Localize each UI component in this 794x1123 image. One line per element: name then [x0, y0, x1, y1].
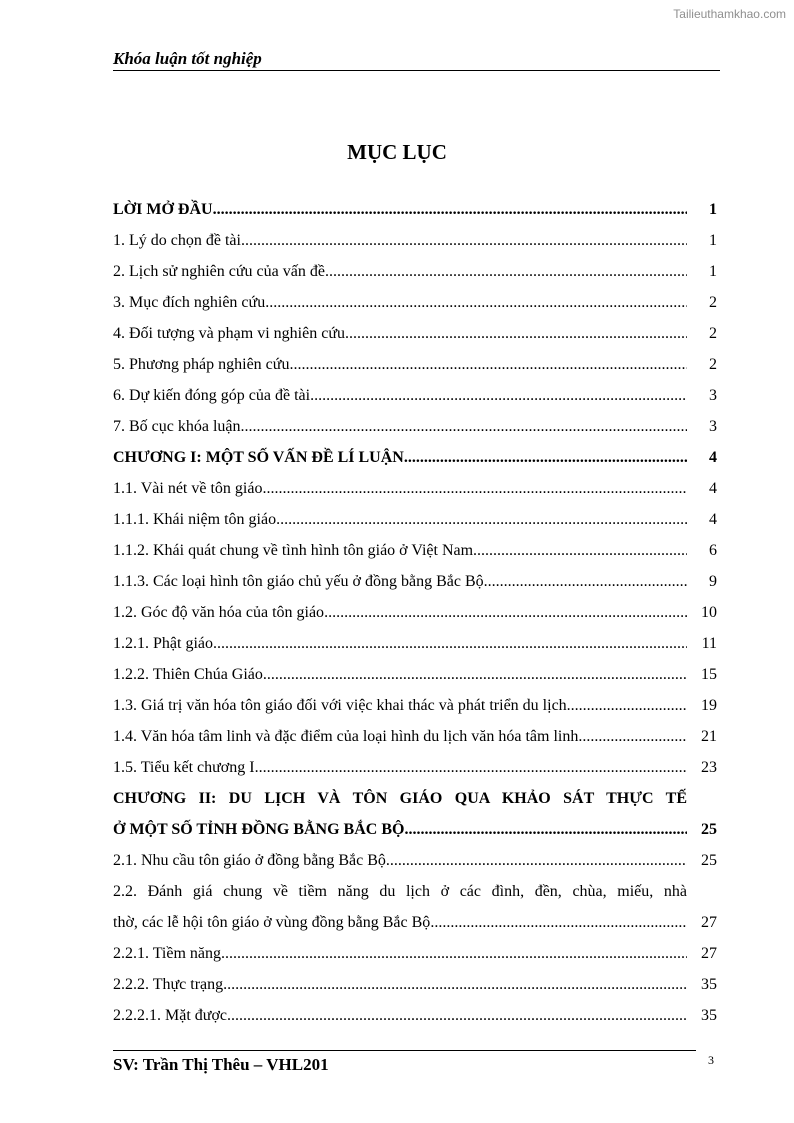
toc-entry-page: 2 [709, 294, 717, 311]
toc-entry-label: 1.1.3. Các loại hình tôn giáo chủ yếu ở đồng bằng Bắc Bộ [113, 573, 484, 590]
toc-entry-label: 1.1. Vài nét về tôn giáo [113, 480, 263, 497]
toc-entry[interactable] [113, 442, 723, 473]
toc-entry-page: 25 [701, 821, 717, 838]
toc-entry-page: 9 [709, 573, 717, 590]
toc-entry[interactable] [113, 628, 723, 659]
toc-entry[interactable] [113, 380, 723, 411]
toc-entry-page: 25 [701, 852, 717, 869]
toc-entry-page: 35 [701, 1007, 717, 1024]
toc-entry[interactable] [113, 318, 723, 349]
toc-dot-leader [324, 597, 687, 628]
toc-entry[interactable] [113, 597, 723, 628]
toc-entry-label: 3. Mục đích nghiên cứu [113, 294, 266, 311]
toc-entry-label: CHƯƠNG I: MỘT SỐ VẤN ĐỀ LÍ LUẬN [113, 449, 404, 466]
footer-divider [113, 1050, 696, 1051]
toc-entry-page: 21 [701, 728, 717, 745]
toc-entry[interactable] [113, 845, 723, 876]
toc-dot-leader [262, 473, 687, 504]
toc-entry-label: 1.2. Góc độ văn hóa của tôn giáo [113, 604, 325, 621]
toc-entry-label: 1.2.1. Phật giáo [113, 635, 213, 652]
toc-dot-leader [263, 659, 687, 690]
toc-entry-label: 1. Lý do chọn đề tài [113, 232, 241, 249]
toc-entry[interactable] [113, 256, 723, 287]
toc-entry[interactable] [113, 535, 723, 566]
toc-dot-leader [325, 256, 687, 287]
toc-dot-leader [255, 752, 687, 783]
toc-entry-page: 3 [709, 387, 717, 404]
toc-entry-label: 1.3. Giá trị văn hóa tôn giáo đối với việc khai thác và phát triển du lịch [113, 697, 567, 714]
toc-dot-leader [241, 411, 687, 442]
toc-title: MỤC LỤC [347, 140, 447, 164]
toc-entry[interactable] [113, 225, 723, 256]
page-header [113, 49, 720, 71]
toc-entry-label: 2.2.2. Thực trạng [113, 976, 224, 993]
toc-entry-label: 4. Đối tượng và phạm vi nghiên cứu [113, 325, 345, 342]
toc-entry[interactable] [113, 194, 723, 225]
toc-entry-label: Ở MỘT SỐ TỈNH ĐỒNG BẰNG BẮC BỘ [113, 821, 405, 838]
toc-entry[interactable] [113, 938, 723, 969]
toc-entry-page: 2 [709, 325, 717, 342]
toc-entry[interactable] [113, 659, 723, 690]
toc-dot-leader [276, 504, 687, 535]
toc-entry[interactable] [113, 752, 723, 783]
toc-entry-label: 1.2.2. Thiên Chúa Giáo [113, 666, 263, 683]
toc-entry[interactable] [113, 721, 723, 752]
toc-entry-page: 2 [709, 356, 717, 373]
toc-dot-leader [227, 1000, 687, 1031]
toc-dot-leader [404, 442, 687, 473]
toc-entry-page: 4 [709, 449, 717, 466]
toc-entry-label: 1.5. Tiểu kết chương I [113, 759, 255, 776]
toc-entry-label: 2.1. Nhu cầu tôn giáo ở đồng bằng Bắc Bộ [113, 852, 386, 869]
toc-entry-page: 1 [709, 263, 717, 280]
toc-dot-leader [404, 814, 687, 845]
toc-entry-page: 1 [709, 201, 717, 218]
footer-student-name: SV: Trần Thị Thêu – VHL201 [113, 1055, 329, 1074]
toc-entry-label: 5. Phương pháp nghiên cứu [113, 356, 290, 373]
toc-entry[interactable] [113, 1000, 723, 1031]
toc-entry-label: 2.2.1. Tiềm năng [113, 945, 222, 962]
toc-entry-label: 2.2.2.1. Mặt được [113, 1007, 228, 1024]
toc-entry[interactable] [113, 411, 723, 442]
toc-dot-leader [578, 721, 687, 752]
toc-dot-leader [223, 969, 687, 1000]
toc-entry[interactable] [113, 783, 723, 845]
header-title: Khóa luận tốt nghiệp [113, 49, 262, 68]
watermark-text: Tailieuthamkhao.com [673, 7, 786, 21]
toc-entry-title-line1: CHƯƠNG II: DU LỊCH VÀ TÔN GIÁO QUA KHẢO SÁT THỰC TẾ [113, 790, 687, 807]
toc-entry-page: 27 [701, 945, 717, 962]
toc-dot-leader [265, 287, 687, 318]
page-number: 3 [708, 1053, 714, 1067]
toc-entry-title-line1: 2.2. Đánh giá chung về tiềm năng du lịch ở các đình, đền, chùa, miếu, nhà [113, 883, 687, 900]
toc-entry-label: 6. Dự kiến đóng góp của đề tài [113, 387, 311, 404]
toc-entry[interactable] [113, 349, 723, 380]
table-of-contents [113, 194, 723, 1031]
toc-dot-leader [484, 566, 687, 597]
toc-dot-leader [430, 907, 687, 938]
toc-entry[interactable] [113, 566, 723, 597]
toc-entry-label: LỜI MỞ ĐẦU [113, 201, 213, 218]
toc-entry-page: 11 [701, 635, 717, 652]
toc-dot-leader [213, 628, 687, 659]
toc-dot-leader [221, 938, 687, 969]
toc-entry[interactable] [113, 473, 723, 504]
toc-entry-page: 35 [701, 976, 717, 993]
toc-entry-label: 7. Bố cục khóa luận [113, 418, 241, 435]
toc-dot-leader [289, 349, 687, 380]
toc-entry-page: 4 [709, 480, 717, 497]
toc-entry-page: 1 [709, 232, 717, 249]
toc-dot-leader [473, 535, 687, 566]
toc-dot-leader [345, 318, 687, 349]
toc-entry-label: thờ, các lễ hội tôn giáo ở vùng đồng bằng Bắc Bộ [113, 914, 431, 931]
toc-entry-page: 6 [709, 542, 717, 559]
toc-dot-leader [213, 194, 687, 225]
toc-entry[interactable] [113, 876, 723, 938]
toc-entry-page: 10 [701, 604, 717, 621]
toc-entry-label: 2. Lịch sử nghiên cứu của vấn đề [113, 263, 325, 280]
toc-entry[interactable] [113, 287, 723, 318]
toc-entry-label: 1.1.2. Khái quát chung về tình hình tôn giáo ở Việt Nam [113, 542, 474, 559]
toc-dot-leader [386, 845, 687, 876]
toc-entry-page: 27 [701, 914, 717, 931]
toc-entry-label: 1.4. Văn hóa tâm linh và đặc điểm của loại hình du lịch văn hóa tâm linh [113, 728, 579, 745]
toc-entry-page: 4 [709, 511, 717, 528]
toc-entry-page: 19 [701, 697, 717, 714]
toc-dot-leader [241, 225, 687, 256]
toc-entry-page: 3 [709, 418, 717, 435]
toc-entry[interactable] [113, 690, 723, 721]
toc-entry-page: 15 [701, 666, 717, 683]
toc-dot-leader [310, 380, 687, 411]
toc-dot-leader [567, 690, 687, 721]
toc-entry[interactable] [113, 969, 723, 1000]
toc-entry-label: 1.1.1. Khái niệm tôn giáo [113, 511, 277, 528]
toc-entry[interactable] [113, 504, 723, 535]
toc-entry-page: 23 [701, 759, 717, 776]
